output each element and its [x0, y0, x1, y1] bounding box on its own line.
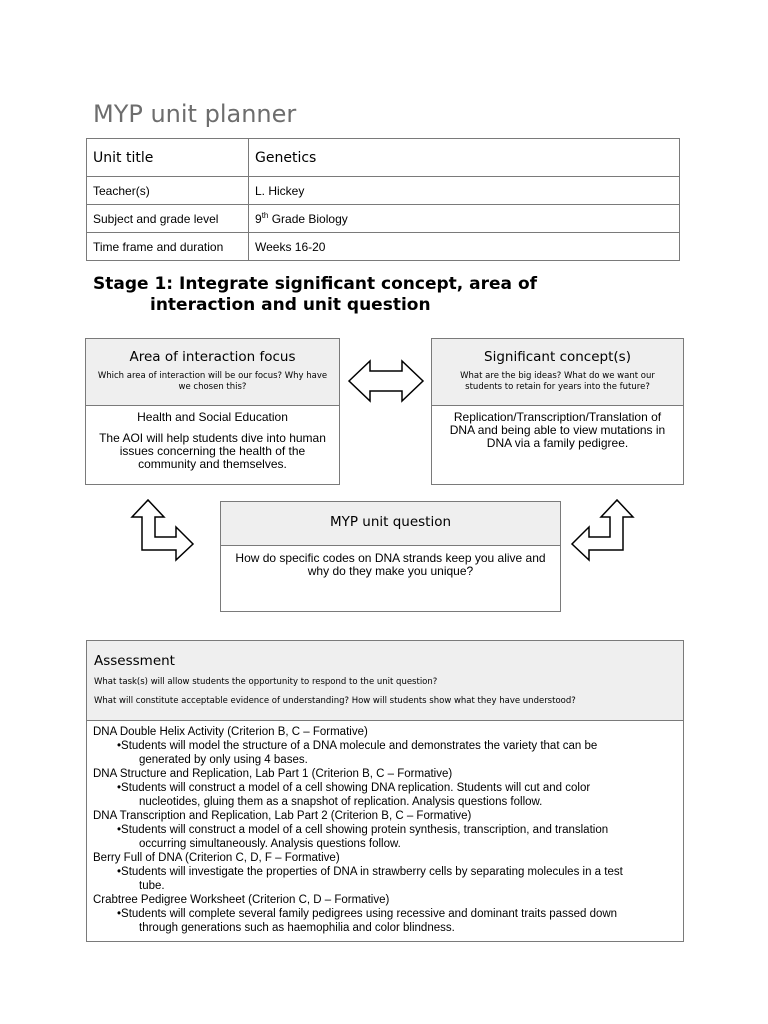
unit-info-table [86, 138, 680, 261]
aoi-subtext: Which area of interaction will be our focus? Why have we chosen this? [97, 371, 328, 392]
bullet-line-1: •Students will complete several family pedigrees using recessive and dominant traits passed down [117, 908, 618, 920]
assessment-heading: Assessment [94, 653, 175, 669]
grade-number: 9 [255, 211, 262, 226]
table-row [87, 177, 680, 205]
list-item-bullet [93, 907, 683, 935]
grade-subject: Grade Biology [268, 211, 348, 226]
aoi-header [86, 339, 339, 406]
bullet-line-2: generated by only using 4 bases. [139, 754, 308, 766]
list-item-bullet [93, 823, 683, 851]
list-item-bullet [93, 739, 683, 767]
assessment-header [87, 641, 683, 721]
unit-question-header [221, 502, 560, 546]
list-item-bullet [93, 865, 683, 893]
assessment-list [87, 721, 683, 935]
stage1-heading [93, 274, 537, 316]
assessment-questions [94, 677, 683, 707]
grade-suffix: th [261, 210, 269, 220]
assessment-box [86, 640, 684, 942]
unit-question-text: How do specific codes on DNA strands keep you alive and why do they make you unique? [235, 551, 546, 578]
row-value: L. Hickey [249, 177, 680, 205]
assessment-question-1: What task(s) will allow students the opportunity to respond to the unit question? [94, 677, 438, 687]
stage1-line1: Stage 1: Integrate significant concept, area of [93, 274, 538, 294]
row-label: Teacher(s) [87, 177, 249, 205]
concept-body [432, 406, 683, 450]
list-item-bullet [93, 781, 683, 809]
unit-question-heading: MYP unit question [329, 514, 452, 530]
bent-arrow-left-icon [130, 497, 196, 563]
list-item: DNA Transcription and Replication, Lab Part 2 (Criterion B, C – Formative) [93, 810, 472, 822]
list-item: DNA Double Helix Activity (Criterion B, C – Formative) [93, 726, 368, 738]
bullet-line-2: through generations such as haemophilia and color blindness. [139, 922, 455, 934]
assessment-question-2: What will constitute acceptable evidence of understanding? How will students show what they have understood? [94, 696, 576, 706]
concept-box [431, 338, 684, 485]
bullet-line-1: •Students will model the structure of a DNA molecule and demonstrates the variety that can be [117, 740, 598, 752]
concept-body-text: Replication/Transcription/Translation of DNA and being able to view mutations in DNA via a family pedigree. [449, 410, 666, 450]
row-label: Subject and grade level [87, 205, 249, 233]
bullet-line-1: •Students will investigate the properties of DNA in strawberry cells by separating molecules in a test [117, 866, 623, 878]
bullet-line-2: tube. [139, 880, 165, 892]
bullet-line-2: occurring simultaneously. Analysis questions follow. [139, 838, 401, 850]
table-row [87, 205, 680, 233]
bullet-line-2: nucleotides, gluing them as a snapshot of replication. Analysis questions follow. [139, 796, 543, 808]
unit-question-body [221, 546, 560, 578]
stage1-line2: interaction and unit question [150, 295, 431, 315]
page-title: MYP unit planner [93, 100, 297, 128]
aoi-body-line2: The AOI will help students dive into human issues concerning the health of the community and themselves. [99, 431, 326, 471]
concept-heading: Significant concept(s) [484, 349, 631, 365]
concept-header [432, 339, 683, 406]
aoi-box [85, 338, 340, 485]
bullet-line-1: •Students will construct a model of a cell showing protein synthesis, transcription, and translation [117, 824, 609, 836]
list-item: Berry Full of DNA (Criterion C, D, F – Formative) [93, 852, 340, 864]
bent-arrow-right-icon [568, 497, 636, 563]
row-value: Genetics [249, 139, 680, 177]
unit-question-box [220, 501, 561, 612]
aoi-heading: Area of interaction focus [129, 349, 296, 365]
row-value [249, 205, 680, 233]
concept-subtext: What are the big ideas? What do we want our students to retain for years into the future? [460, 371, 655, 392]
list-item: Crabtree Pedigree Worksheet (Criterion C, D – Formative) [93, 894, 390, 906]
aoi-body [86, 406, 339, 471]
row-value: Weeks 16-20 [249, 233, 680, 261]
list-item: DNA Structure and Replication, Lab Part 1 (Criterion B, C – Formative) [93, 768, 453, 780]
table-row [87, 233, 680, 261]
row-label: Unit title [87, 139, 249, 177]
double-arrow-icon [346, 358, 426, 404]
bullet-line-1: •Students will construct a model of a cell showing DNA replication. Students will cut and color [117, 782, 591, 794]
row-label: Time frame and duration [87, 233, 249, 261]
aoi-body-line1: Health and Social Education [137, 410, 288, 424]
table-row [87, 139, 680, 177]
